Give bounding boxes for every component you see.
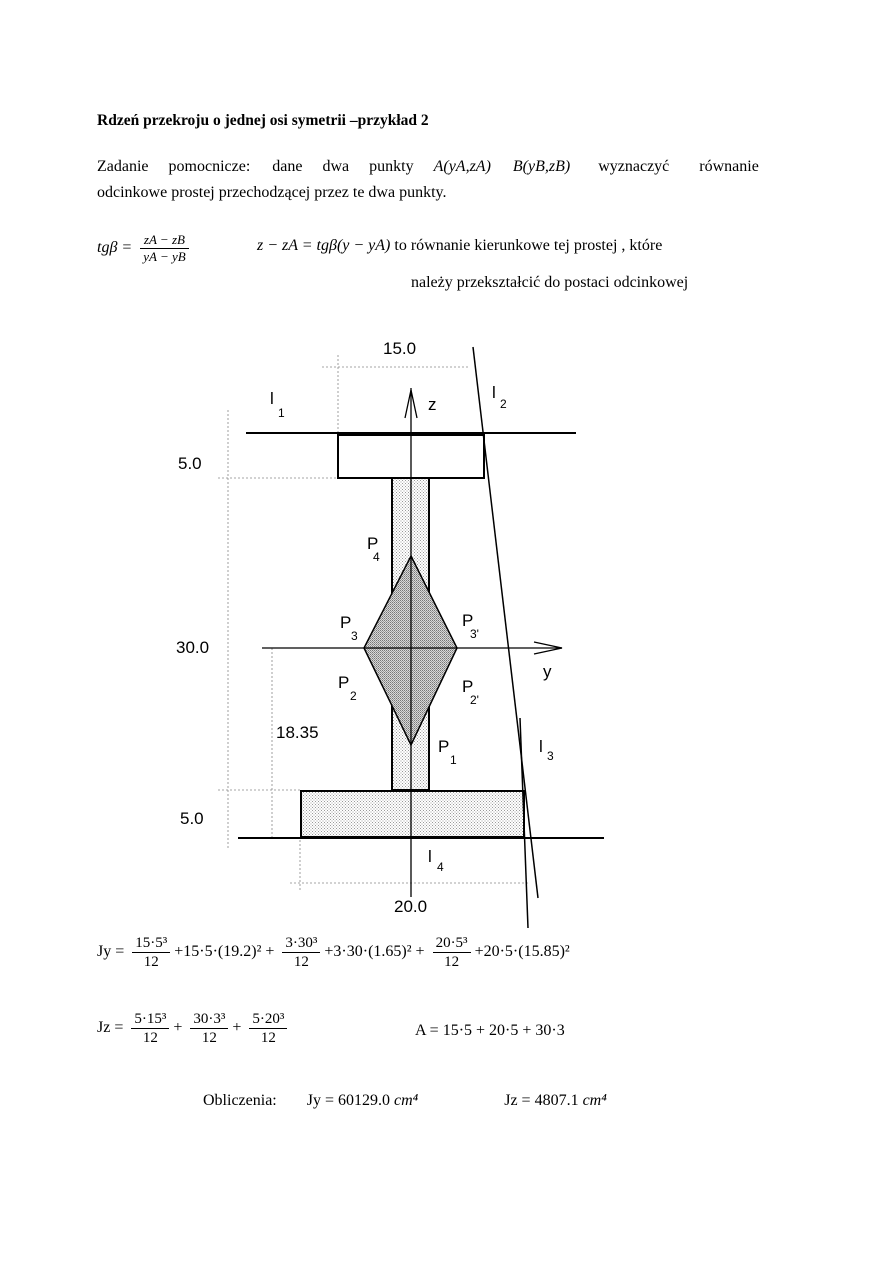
jz-frac-3 xyxy=(249,1010,287,1047)
label-l1 xyxy=(270,389,285,420)
label-p3-prime-sub: 3' xyxy=(470,627,479,641)
bottom-flange xyxy=(301,791,524,837)
calculation-results xyxy=(203,1092,607,1110)
jy-lhs: Jy = xyxy=(97,943,125,961)
dim-centroid-label: 18.35 xyxy=(276,723,319,742)
label-l2-main: l xyxy=(492,383,496,402)
jy-result: Jy = 60129.0 xyxy=(306,1092,390,1109)
area-formula: A = 15·5 + 20·5 + 30·3 xyxy=(415,1022,565,1039)
jy-term-3: +20·5·(15.85)² xyxy=(474,943,570,961)
line-equation xyxy=(257,237,662,255)
jz-frac-1-num: 5·15³ xyxy=(131,1010,169,1029)
jy-formula xyxy=(97,934,570,971)
jz-formula xyxy=(97,1010,287,1047)
tg-fraction xyxy=(140,232,188,265)
label-l2 xyxy=(492,383,507,411)
jz-term-1: + xyxy=(173,1019,183,1037)
jz-frac-2 xyxy=(190,1010,228,1047)
jz-lhs: Jz = xyxy=(97,1019,124,1037)
jy-frac-1 xyxy=(132,934,170,971)
jy-frac-3 xyxy=(433,934,471,971)
axis-y-label: y xyxy=(543,662,552,681)
jz-term-2: + xyxy=(232,1019,242,1037)
label-l4-sub: 4 xyxy=(437,860,444,874)
dim-left-top-label: 5.0 xyxy=(178,454,202,473)
label-p3 xyxy=(340,613,358,643)
label-p1 xyxy=(438,737,457,767)
label-p2 xyxy=(338,673,357,703)
document-title: Rdzeń przekroju o jednej osi symetrii –przykład 2 xyxy=(97,112,429,129)
label-p2-prime-main: P xyxy=(462,677,474,696)
jy-frac-1-den: 12 xyxy=(143,954,159,970)
task-word-3: dane xyxy=(272,158,303,175)
jz-frac-2-den: 12 xyxy=(201,1030,217,1046)
jy-term-1: +15·5·(19.2)² + xyxy=(174,943,275,961)
jy-frac-3-den: 12 xyxy=(444,954,460,970)
label-l2-sub: 2 xyxy=(500,397,507,411)
dim-top-label: 15.0 xyxy=(383,339,417,358)
label-p2-prime xyxy=(462,677,479,707)
label-l4 xyxy=(428,847,444,874)
jz-result: Jz = 4807.1 xyxy=(504,1092,579,1109)
task-word-5: punkty xyxy=(369,158,414,175)
label-p3-prime xyxy=(462,611,479,641)
jy-unit: cm⁴ xyxy=(394,1092,419,1109)
jz-frac-3-num: 5·20³ xyxy=(249,1010,287,1029)
point-a: A(yA,zA) xyxy=(433,158,491,175)
label-p3-sub: 3 xyxy=(351,629,358,643)
line-equation-formula: z − zA = tgβ(y − yA) xyxy=(257,237,391,254)
calc-label: Obliczenia: xyxy=(203,1092,277,1109)
dim-left-mid-label: 30.0 xyxy=(176,638,210,657)
task-word-1: Zadanie xyxy=(97,158,149,175)
tg-denominator: yA − yB xyxy=(143,249,186,264)
tg-lhs: tgβ = xyxy=(97,239,133,257)
tg-beta-formula xyxy=(97,232,189,265)
dim-bottom-label: 20.0 xyxy=(394,897,428,916)
label-p1-main: P xyxy=(438,737,450,756)
label-l4-main: l xyxy=(428,847,432,866)
jy-frac-2 xyxy=(282,934,320,971)
label-l1-main: l xyxy=(270,389,274,408)
label-p2-sub: 2 xyxy=(350,689,357,703)
label-l3-main: l xyxy=(539,737,543,756)
task-line-1 xyxy=(97,158,759,176)
label-l3 xyxy=(539,737,554,763)
dim-left-bottom-label: 5.0 xyxy=(180,809,204,828)
label-l1-sub: 1 xyxy=(278,406,285,420)
task-line-2: odcinkowe prostej przechodzącej przez te dwa punkty. xyxy=(97,184,447,201)
cross-section-diagram xyxy=(0,330,893,930)
jz-frac-2-num: 30·3³ xyxy=(190,1010,228,1029)
jz-frac-3-den: 12 xyxy=(260,1030,276,1046)
jy-frac-1-num: 15·5³ xyxy=(132,934,170,953)
jy-frac-2-num: 3·30³ xyxy=(282,934,320,953)
line-equation-desc-2: należy przekształcić do postaci odcinkowej xyxy=(411,274,689,291)
label-p2-main: P xyxy=(338,673,350,692)
point-b: B(yB,zB) xyxy=(512,158,571,175)
label-p2-prime-sub: 2' xyxy=(470,693,479,707)
label-p4 xyxy=(367,534,380,564)
task-word-6: wyznaczyć xyxy=(598,158,670,175)
task-word-7: równanie xyxy=(699,158,759,175)
jz-frac-1 xyxy=(131,1010,169,1047)
jy-frac-3-num: 20·5³ xyxy=(433,934,471,953)
task-word-4: dwa xyxy=(322,158,350,175)
jy-frac-2-den: 12 xyxy=(293,954,309,970)
label-l3-sub: 3 xyxy=(547,749,554,763)
label-p3-main: P xyxy=(340,613,352,632)
line-equation-desc: to równanie kierunkowe tej prostej , które xyxy=(394,237,663,254)
label-p4-sub: 4 xyxy=(373,550,380,564)
label-p1-sub: 1 xyxy=(450,753,457,767)
jy-term-2: +3·30·(1.65)² + xyxy=(324,943,425,961)
label-p3-prime-main: P xyxy=(462,611,474,630)
axis-z-label: z xyxy=(428,395,437,414)
tg-numerator: zA − zB xyxy=(140,232,188,249)
jz-frac-1-den: 12 xyxy=(142,1030,158,1046)
label-p4-main: P xyxy=(367,534,379,553)
jz-unit: cm⁴ xyxy=(582,1092,607,1109)
task-word-2: pomocnicze: xyxy=(168,158,251,175)
